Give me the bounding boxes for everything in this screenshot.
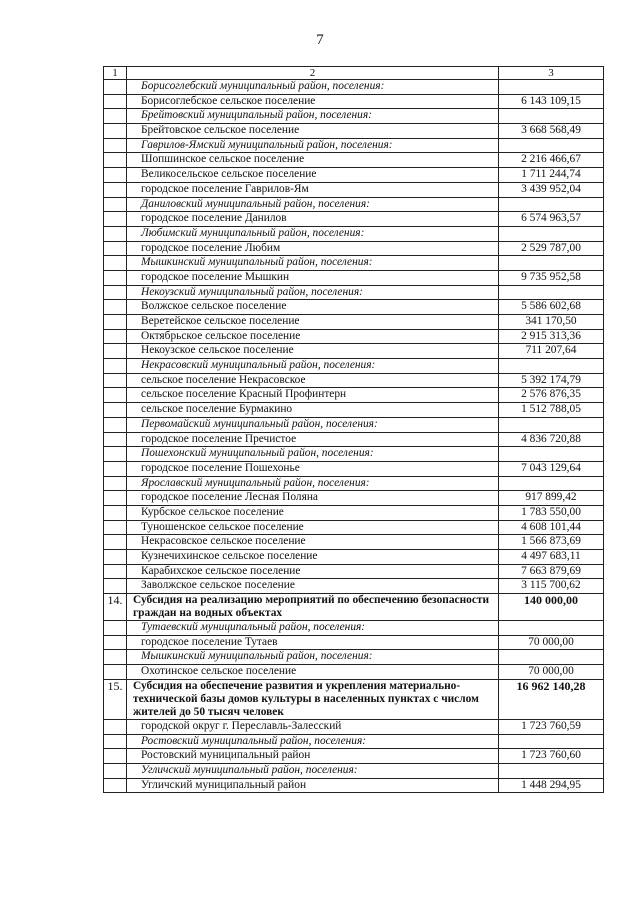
amount-cell <box>499 734 604 749</box>
row-number <box>104 329 127 344</box>
settlement-row <box>104 153 604 168</box>
amount-cell: 2 529 787,00 <box>499 241 604 256</box>
amount-cell: 7 043 129,64 <box>499 461 604 476</box>
row-number <box>104 550 127 565</box>
amount-cell: 1 448 294,95 <box>499 778 604 793</box>
row-number <box>104 315 127 330</box>
amount-cell: 341 170,50 <box>499 315 604 330</box>
row-number <box>104 359 127 374</box>
settlement-row <box>104 461 604 476</box>
district-name: Мышкинский муниципальный район, поселения: <box>127 256 499 271</box>
settlement-name: Веретейское сельское поселение <box>127 315 499 330</box>
subsidy-title: Субсидия на обеспечение развития и укрепления материально-технической базы домов культуры в населенных пунктах с числом жителей до 50 тысяч человек <box>127 679 499 719</box>
settlement-name: Некоузское сельское поселение <box>127 344 499 359</box>
amount-cell <box>499 650 604 665</box>
row-number <box>104 461 127 476</box>
settlement-name: городское поселение Пречистое <box>127 432 499 447</box>
amount-cell: 1 566 873,69 <box>499 535 604 550</box>
district-name: Некоузский муниципальный район, поселения: <box>127 285 499 300</box>
district-row <box>104 476 604 491</box>
amount-cell <box>499 417 604 432</box>
district-row <box>104 417 604 432</box>
settlement-name: Заволжское сельское поселение <box>127 579 499 594</box>
row-number <box>104 270 127 285</box>
district-name: Некрасовский муниципальный район, поселения: <box>127 359 499 374</box>
row-number: 15. <box>104 679 127 719</box>
row-number <box>104 300 127 315</box>
amount-cell: 4 497 683,11 <box>499 550 604 565</box>
settlement-name: городское поселение Данилов <box>127 212 499 227</box>
settlement-row <box>104 665 604 680</box>
settlement-name: городское поселение Пошехонье <box>127 461 499 476</box>
subsidy-row <box>104 679 604 719</box>
settlement-row <box>104 535 604 550</box>
settlement-name: городской округ г. Переславль-Залесский <box>127 719 499 734</box>
row-number <box>104 344 127 359</box>
settlement-row <box>104 635 604 650</box>
settlement-name: Борисоглебское сельское поселение <box>127 94 499 109</box>
amount-cell: 1 783 550,00 <box>499 505 604 520</box>
district-row <box>104 80 604 95</box>
row-number <box>104 491 127 506</box>
settlement-row <box>104 564 604 579</box>
district-name: Пошехонский муниципальный район, поселения: <box>127 447 499 462</box>
amount-cell: 7 663 879,69 <box>499 564 604 579</box>
row-number <box>104 520 127 535</box>
district-name: Даниловский муниципальный район, поселения: <box>127 197 499 212</box>
settlement-row <box>104 241 604 256</box>
amount-cell: 2 216 466,67 <box>499 153 604 168</box>
settlement-row <box>104 550 604 565</box>
row-number <box>104 579 127 594</box>
district-name: Борисоглебский муниципальный район, поселения: <box>127 80 499 95</box>
settlement-name: Некрасовское сельское поселение <box>127 535 499 550</box>
settlement-row <box>104 182 604 197</box>
row-number <box>104 109 127 124</box>
amount-cell <box>499 621 604 636</box>
settlement-row <box>104 778 604 793</box>
settlement-name: Брейтовское сельское поселение <box>127 124 499 139</box>
settlement-name: Великосельское сельское поселение <box>127 168 499 183</box>
amount-cell <box>499 226 604 241</box>
amount-cell: 2 576 876,35 <box>499 388 604 403</box>
header-col-1: 1 <box>104 67 127 80</box>
row-number: 14. <box>104 594 127 621</box>
settlement-name: Ростовский муниципальный район <box>127 749 499 764</box>
district-row <box>104 734 604 749</box>
row-number <box>104 535 127 550</box>
amount-cell: 1 723 760,59 <box>499 719 604 734</box>
amount-cell: 2 915 313,36 <box>499 329 604 344</box>
settlement-row <box>104 344 604 359</box>
settlement-row <box>104 403 604 418</box>
row-number <box>104 124 127 139</box>
settlement-row <box>104 579 604 594</box>
amount-cell: 917 899,42 <box>499 491 604 506</box>
district-row <box>104 359 604 374</box>
amount-cell <box>499 359 604 374</box>
settlement-row <box>104 168 604 183</box>
row-number <box>104 650 127 665</box>
row-number <box>104 153 127 168</box>
district-name: Брейтовский муниципальный район, поселения: <box>127 109 499 124</box>
amount-cell: 1 723 760,60 <box>499 749 604 764</box>
row-number <box>104 564 127 579</box>
settlement-name: городское поселение Тутаев <box>127 635 499 650</box>
amount-cell: 5 586 602,68 <box>499 300 604 315</box>
amount-cell <box>499 763 604 778</box>
amount-cell: 70 000,00 <box>499 665 604 680</box>
row-number <box>104 138 127 153</box>
settlement-name: Карабихское сельское поселение <box>127 564 499 579</box>
row-number <box>104 94 127 109</box>
amount-cell <box>499 476 604 491</box>
table-body <box>104 67 604 793</box>
row-number <box>104 476 127 491</box>
row-number <box>104 388 127 403</box>
settlement-row <box>104 373 604 388</box>
district-row <box>104 621 604 636</box>
settlement-name: Шопшинское сельское поселение <box>127 153 499 168</box>
settlement-row <box>104 491 604 506</box>
district-row <box>104 138 604 153</box>
settlement-row <box>104 520 604 535</box>
row-number <box>104 621 127 636</box>
settlement-name: городское поселение Гаврилов-Ям <box>127 182 499 197</box>
amount-cell <box>499 197 604 212</box>
settlement-name: Волжское сельское поселение <box>127 300 499 315</box>
row-number <box>104 635 127 650</box>
settlement-row <box>104 315 604 330</box>
row-number <box>104 749 127 764</box>
amount-cell <box>499 109 604 124</box>
district-row <box>104 256 604 271</box>
settlement-row <box>104 749 604 764</box>
district-name: Угличский муниципальный район, поселения: <box>127 763 499 778</box>
settlement-name: сельское поселение Некрасовское <box>127 373 499 388</box>
amount-cell: 16 962 140,28 <box>499 679 604 719</box>
amount-cell: 711 207,64 <box>499 344 604 359</box>
row-number <box>104 417 127 432</box>
amount-cell: 5 392 174,79 <box>499 373 604 388</box>
subsidy-distribution-table <box>103 66 604 793</box>
page-number: 7 <box>316 32 324 48</box>
amount-cell: 140 000,00 <box>499 594 604 621</box>
settlement-name: городское поселение Мышкин <box>127 270 499 285</box>
district-name: Любимский муниципальный район, поселения: <box>127 226 499 241</box>
settlement-name: сельское поселение Бурмакино <box>127 403 499 418</box>
amount-cell: 6 143 109,15 <box>499 94 604 109</box>
district-row <box>104 197 604 212</box>
row-number <box>104 403 127 418</box>
district-row <box>104 763 604 778</box>
settlement-name: Угличский муниципальный район <box>127 778 499 793</box>
header-col-2: 2 <box>127 67 499 80</box>
settlement-name: городское поселение Лесная Поляна <box>127 491 499 506</box>
header-col-3: 3 <box>499 67 604 80</box>
settlement-row <box>104 719 604 734</box>
row-number <box>104 241 127 256</box>
row-number <box>104 182 127 197</box>
row-number <box>104 665 127 680</box>
amount-cell: 1 512 788,05 <box>499 403 604 418</box>
row-number <box>104 212 127 227</box>
settlement-row <box>104 212 604 227</box>
row-number <box>104 197 127 212</box>
district-row <box>104 447 604 462</box>
row-number <box>104 256 127 271</box>
row-number <box>104 285 127 300</box>
row-number <box>104 778 127 793</box>
row-number <box>104 763 127 778</box>
subsidy-title: Субсидия на реализацию мероприятий по обеспечению безопасности граждан на водных объектах <box>127 594 499 621</box>
row-number <box>104 168 127 183</box>
district-name: Ростовский муниципальный район, поселения: <box>127 734 499 749</box>
settlement-name: Курбское сельское поселение <box>127 505 499 520</box>
district-row <box>104 285 604 300</box>
district-row <box>104 650 604 665</box>
district-name: Тутаевский муниципальный район, поселения: <box>127 621 499 636</box>
settlement-name: Кузнечихинское сельское поселение <box>127 550 499 565</box>
district-row <box>104 226 604 241</box>
settlement-row <box>104 94 604 109</box>
district-name: Первомайский муниципальный район, поселения: <box>127 417 499 432</box>
settlement-name: Октябрьское сельское поселение <box>127 329 499 344</box>
settlement-row <box>104 432 604 447</box>
amount-cell: 6 574 963,57 <box>499 212 604 227</box>
table-header-row <box>104 67 604 80</box>
settlement-row <box>104 505 604 520</box>
row-number <box>104 734 127 749</box>
settlement-name: городское поселение Любим <box>127 241 499 256</box>
amount-cell: 3 115 700,62 <box>499 579 604 594</box>
row-number <box>104 447 127 462</box>
settlement-row <box>104 300 604 315</box>
subsidy-row <box>104 594 604 621</box>
amount-cell: 3 439 952,04 <box>499 182 604 197</box>
settlement-name: Охотинское сельское поселение <box>127 665 499 680</box>
row-number <box>104 505 127 520</box>
settlement-row <box>104 329 604 344</box>
settlement-name: Туношенское сельское поселение <box>127 520 499 535</box>
amount-cell <box>499 138 604 153</box>
district-name: Гаврилов-Ямский муниципальный район, поселения: <box>127 138 499 153</box>
district-row <box>104 109 604 124</box>
amount-cell: 4 608 101,44 <box>499 520 604 535</box>
amount-cell: 70 000,00 <box>499 635 604 650</box>
settlement-row <box>104 388 604 403</box>
amount-cell <box>499 285 604 300</box>
amount-cell: 4 836 720,88 <box>499 432 604 447</box>
row-number <box>104 373 127 388</box>
amount-cell: 9 735 952,58 <box>499 270 604 285</box>
amount-cell <box>499 80 604 95</box>
amount-cell <box>499 256 604 271</box>
amount-cell <box>499 447 604 462</box>
amount-cell: 1 711 244,74 <box>499 168 604 183</box>
district-name: Ярославский муниципальный район, поселения: <box>127 476 499 491</box>
row-number <box>104 719 127 734</box>
district-name: Мышкинский муниципальный район, поселения: <box>127 650 499 665</box>
row-number <box>104 80 127 95</box>
amount-cell: 3 668 568,49 <box>499 124 604 139</box>
settlement-row <box>104 270 604 285</box>
row-number <box>104 226 127 241</box>
settlement-row <box>104 124 604 139</box>
row-number <box>104 432 127 447</box>
settlement-name: сельское поселение Красный Профинтерн <box>127 388 499 403</box>
